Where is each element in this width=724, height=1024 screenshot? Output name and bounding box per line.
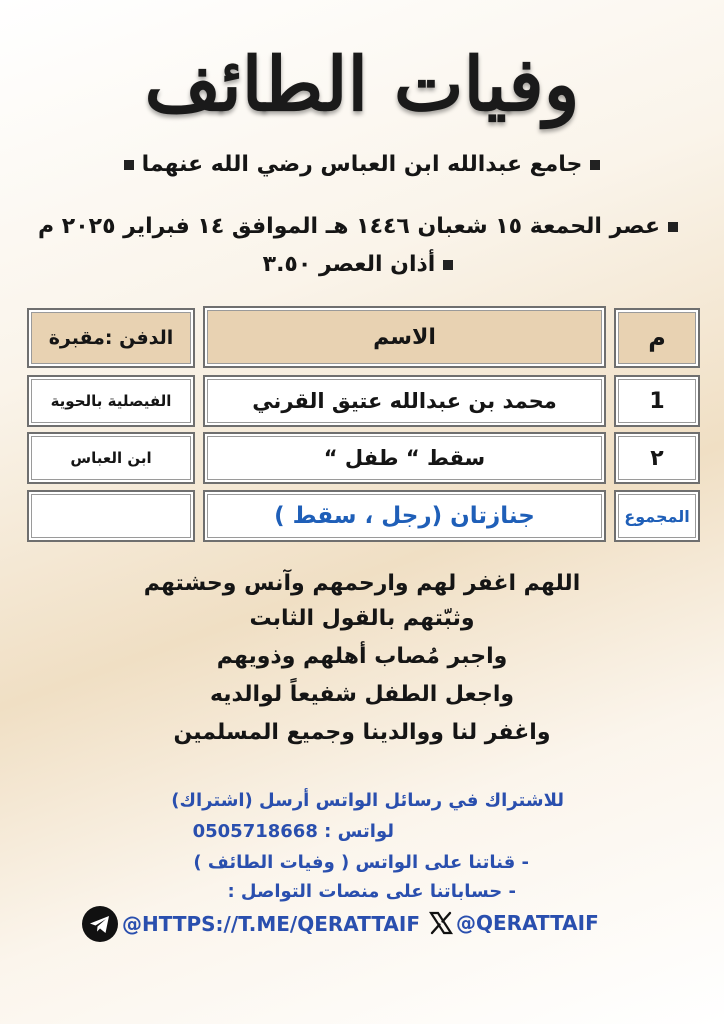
bullet-icon: [668, 222, 678, 232]
subscribe-line-1: للاشتراك في رسائل الواتس أرسل (اشتراك): [171, 790, 564, 811]
row-2-num: ٢: [614, 432, 700, 484]
telegram-account[interactable]: [82, 906, 420, 942]
row-2-burial: ابن العباس: [27, 432, 195, 484]
x-logo-icon: [428, 910, 454, 936]
total-value: جنازتان (رجل ، سقط ): [203, 490, 606, 542]
header-num: م: [614, 308, 700, 368]
subscribe-line-3: - قناتنا على الواتس ( وفيات الطائف ): [193, 852, 529, 873]
adhan-line: [0, 252, 724, 277]
prayer-time-line: [0, 214, 724, 239]
page-title: وفيات الطائف: [144, 42, 580, 128]
dua-line-4: واجعل الطفل شفيعاً لوالديه: [209, 682, 515, 707]
x-handle: @QERATTAIF: [456, 911, 599, 935]
mosque-line: [0, 152, 724, 177]
row-2-name: سقط “ طفل “: [203, 432, 606, 484]
x-account[interactable]: [428, 910, 599, 936]
total-label: المجموع: [614, 490, 700, 542]
dua-line-1: اللهم اغفر لهم وارحمهم وآنس وحشتهم: [143, 571, 581, 596]
telegram-icon: [82, 906, 118, 942]
bullet-icon: [124, 160, 134, 170]
bullet-icon: [443, 260, 453, 270]
bullet-icon: [590, 160, 600, 170]
subscribe-line-4: - حساباتنا على منصات التواصل :: [227, 881, 516, 902]
header-burial: الدفن :مقبرة: [27, 308, 195, 368]
telegram-handle: @HTTPS://T.ME/QERATTAIF: [122, 912, 420, 936]
row-1-num: 1: [614, 375, 700, 427]
total-burial: [27, 490, 195, 542]
prayer-time: عصر الحمعة ١٥ شعبان ١٤٤٦ هـ الموافق ١٤ فبراير ٢٠٢٥ م: [38, 214, 660, 239]
header-name: الاسم: [203, 306, 606, 368]
row-1-burial: الفيصلية بالحوية: [27, 375, 195, 427]
row-1-name: محمد بن عبدالله عتيق القرني: [203, 375, 606, 427]
dua-line-5: واغفر لنا ووالدينا وجميع المسلمين: [173, 720, 551, 745]
subscribe-line-2: لواتس : 0505718668: [192, 821, 394, 842]
dua-line-2: وثبّتهم بالقول الثابت: [249, 606, 475, 631]
dua-line-3: واجبر مُصاب أهلهم وذويهم: [216, 644, 508, 669]
adhan-time: أذان العصر ٣.٥٠: [262, 252, 436, 277]
mosque-name: جامع عبدالله ابن العباس رضي الله عنهما: [141, 152, 583, 177]
